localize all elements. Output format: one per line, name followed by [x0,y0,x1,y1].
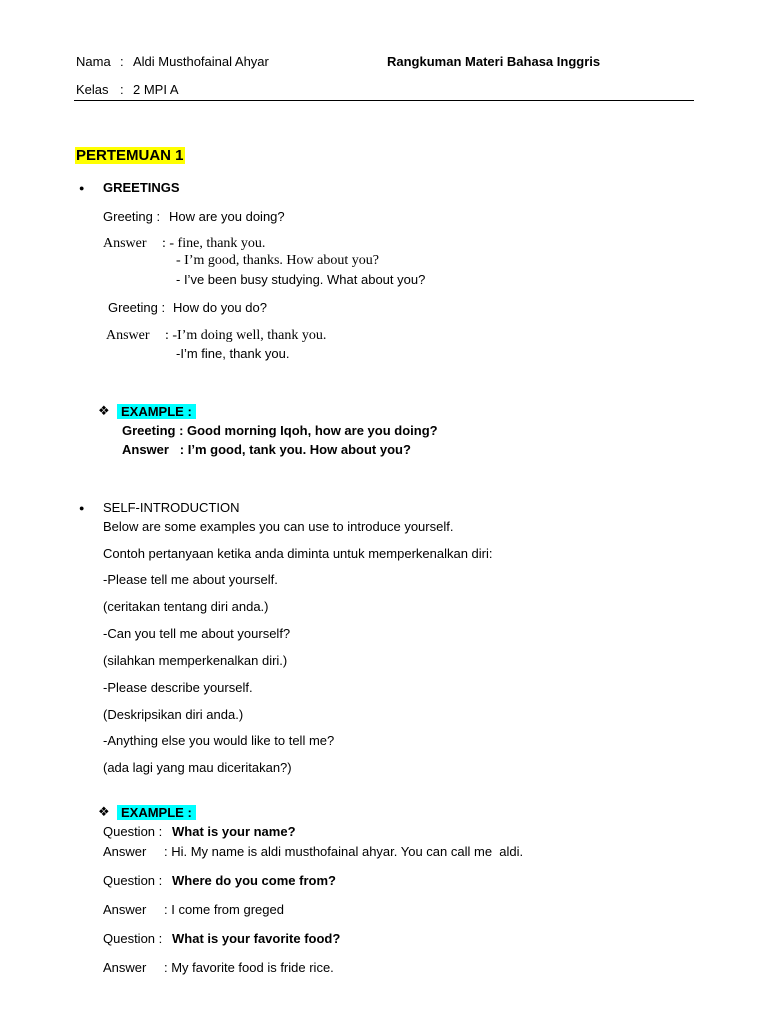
answer-label: Answer [103,960,147,975]
answer-text: : Hi. My name is aldi musthofainal ahyar. You can call me aldi. [164,844,524,859]
self-intro-line: Contoh pertanyaan ketika anda diminta untuk memperkenalkan diri: [103,546,493,561]
answer-1-label: Answer [103,236,147,251]
greetings-heading: GREETINGS [103,180,180,195]
nama-label: Nama [76,54,111,69]
self-intro-line: (silahkan memperkenalkan diri.) [103,653,288,668]
greetings-example-answer: Answer : I’m good, tank you. How about you? [122,442,411,457]
self-intro-line: (Deskripsikan diri anda.) [103,707,244,722]
nama-value: Aldi Musthofainal Ahyar [133,54,269,69]
greeting-1-label: Greeting : [103,209,161,224]
question-text: What is your name? [172,824,296,839]
self-intro-line: Below are some examples you can use to introduce yourself. [103,519,454,534]
question-label: Question : [103,824,163,839]
greeting-2-label: Greeting : [108,300,166,315]
greeting-1-text: How are you doing? [169,209,285,224]
question-text: Where do you come from? [172,873,336,888]
self-intro-line: (ceritakan tentang diri anda.) [103,599,269,614]
self-intro-line: -Please describe yourself. [103,680,253,695]
answer-1-line-2: - I’m good, thanks. How about you? [176,253,379,268]
greetings-example-greeting: Greeting : Good morning Iqoh, how are you doing? [122,423,438,438]
self-intro-line: (ada lagi yang mau diceritakan?) [103,760,292,775]
answer-1-line-1: : - fine, thank you. [162,236,266,251]
question-label: Question : [103,873,163,888]
document-title: Rangkuman Materi Bahasa Inggris [387,54,601,69]
meeting-title: PERTEMUAN 1 [76,147,184,164]
answer-1-line-3: - I’ve been busy studying. What about you? [176,272,426,287]
nama-colon: : [120,54,124,69]
self-intro-line: -Can you tell me about yourself? [103,626,291,641]
answer-label: Answer [103,844,147,859]
self-intro-line: -Please tell me about yourself. [103,572,278,587]
self-intro-example-label: EXAMPLE : [117,805,196,820]
bullet-icon: ● [79,183,85,193]
greetings-example-label: EXAMPLE : [117,404,196,419]
answer-2-line-2: -I’m fine, thank you. [176,346,290,361]
kelas-value: 2 MPI A [133,82,179,97]
answer-label: Answer [103,902,147,917]
self-intro-line: -Anything else you would like to tell me? [103,733,335,748]
answer-text: : I come from greged [164,902,284,917]
self-intro-heading: SELF-INTRODUCTION [103,500,240,515]
answer-2-label: Answer [106,328,150,343]
kelas-colon: : [120,82,124,97]
answer-2-line-1: : -I’m doing well, thank you. [165,328,327,343]
diamond-icon: ❖ [98,403,110,418]
question-text: What is your favorite food? [172,931,341,946]
greeting-2-text: How do you do? [173,300,267,315]
question-label: Question : [103,931,163,946]
kelas-label: Kelas [76,82,109,97]
bullet-icon: ● [79,503,85,513]
answer-text: : My favorite food is fride rice. [164,960,334,975]
header-divider [74,100,694,101]
diamond-icon: ❖ [98,804,110,819]
